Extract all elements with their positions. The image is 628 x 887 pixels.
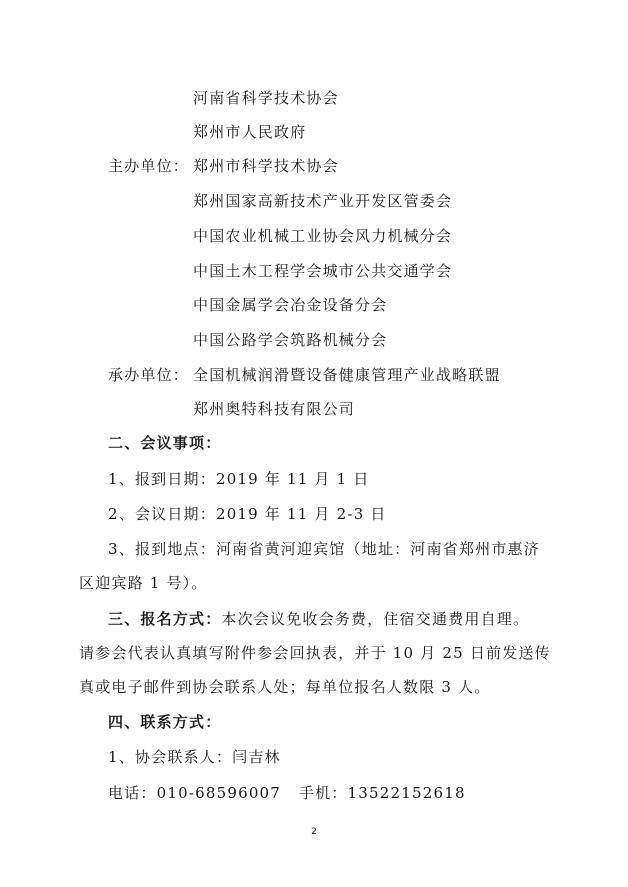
sponsor-line-1: 河南省科学技术协会: [193, 89, 339, 107]
section-2-heading: 二、会议事项：: [108, 434, 222, 452]
co-organizer-line-1: 全国机械润滑暨设备健康管理产业战略联盟: [193, 366, 501, 384]
contact-phone: 电话：010-68596007 手机：13522152618: [108, 784, 466, 802]
section-3-first-line: [108, 609, 529, 629]
section-2-item-3-continued: 区迎宾路 1 号）。: [79, 574, 208, 592]
section-2-item-1: 1、报到日期：2019 年 11 月 1 日: [108, 470, 370, 488]
host-line-5: 中国金属学会冶金设备分会: [193, 296, 388, 314]
sponsor-line-2: 郑州市人民政府: [193, 123, 307, 141]
host-line-3: 中国农业机械工业协会风力机械分会: [193, 227, 453, 245]
section-3-line-3: 真或电子邮件到协会联系人处；每单位报名人数限 3 人。: [79, 678, 491, 696]
page-number: 2: [311, 827, 317, 837]
host-line-4: 中国土木工程学会城市公共交通学会: [193, 262, 453, 280]
contact-person: 1、协会联系人：闫吉林: [108, 748, 281, 766]
host-line-2: 郑州国家高新技术产业开发区管委会: [193, 192, 453, 210]
section-2-item-2: 2、会议日期：2019 年 11 月 2-3 日: [108, 505, 387, 523]
section-3-line-2: 请参会代表认真填写附件参会回执表，并于 10 月 25 日前发送传: [79, 644, 551, 662]
section-4-heading: 四、联系方式：: [108, 713, 222, 731]
host-line-1: 郑州市科学技术协会: [193, 157, 339, 175]
section-3-heading: 三、报名方式：: [108, 610, 222, 628]
host-line-6: 中国公路学会筑路机械分会: [193, 331, 388, 349]
section-3-text: 本次会议免收会务费，住宿交通费用自理。: [221, 610, 530, 628]
host-label: 主办单位：: [108, 157, 190, 175]
co-organizer-label: 承办单位：: [108, 366, 190, 384]
section-2-item-3: 3、报到地点：河南省黄河迎宾馆（地址：河南省郑州市惠济: [108, 540, 540, 558]
co-organizer-line-2: 郑州奥特科技有限公司: [193, 400, 356, 418]
